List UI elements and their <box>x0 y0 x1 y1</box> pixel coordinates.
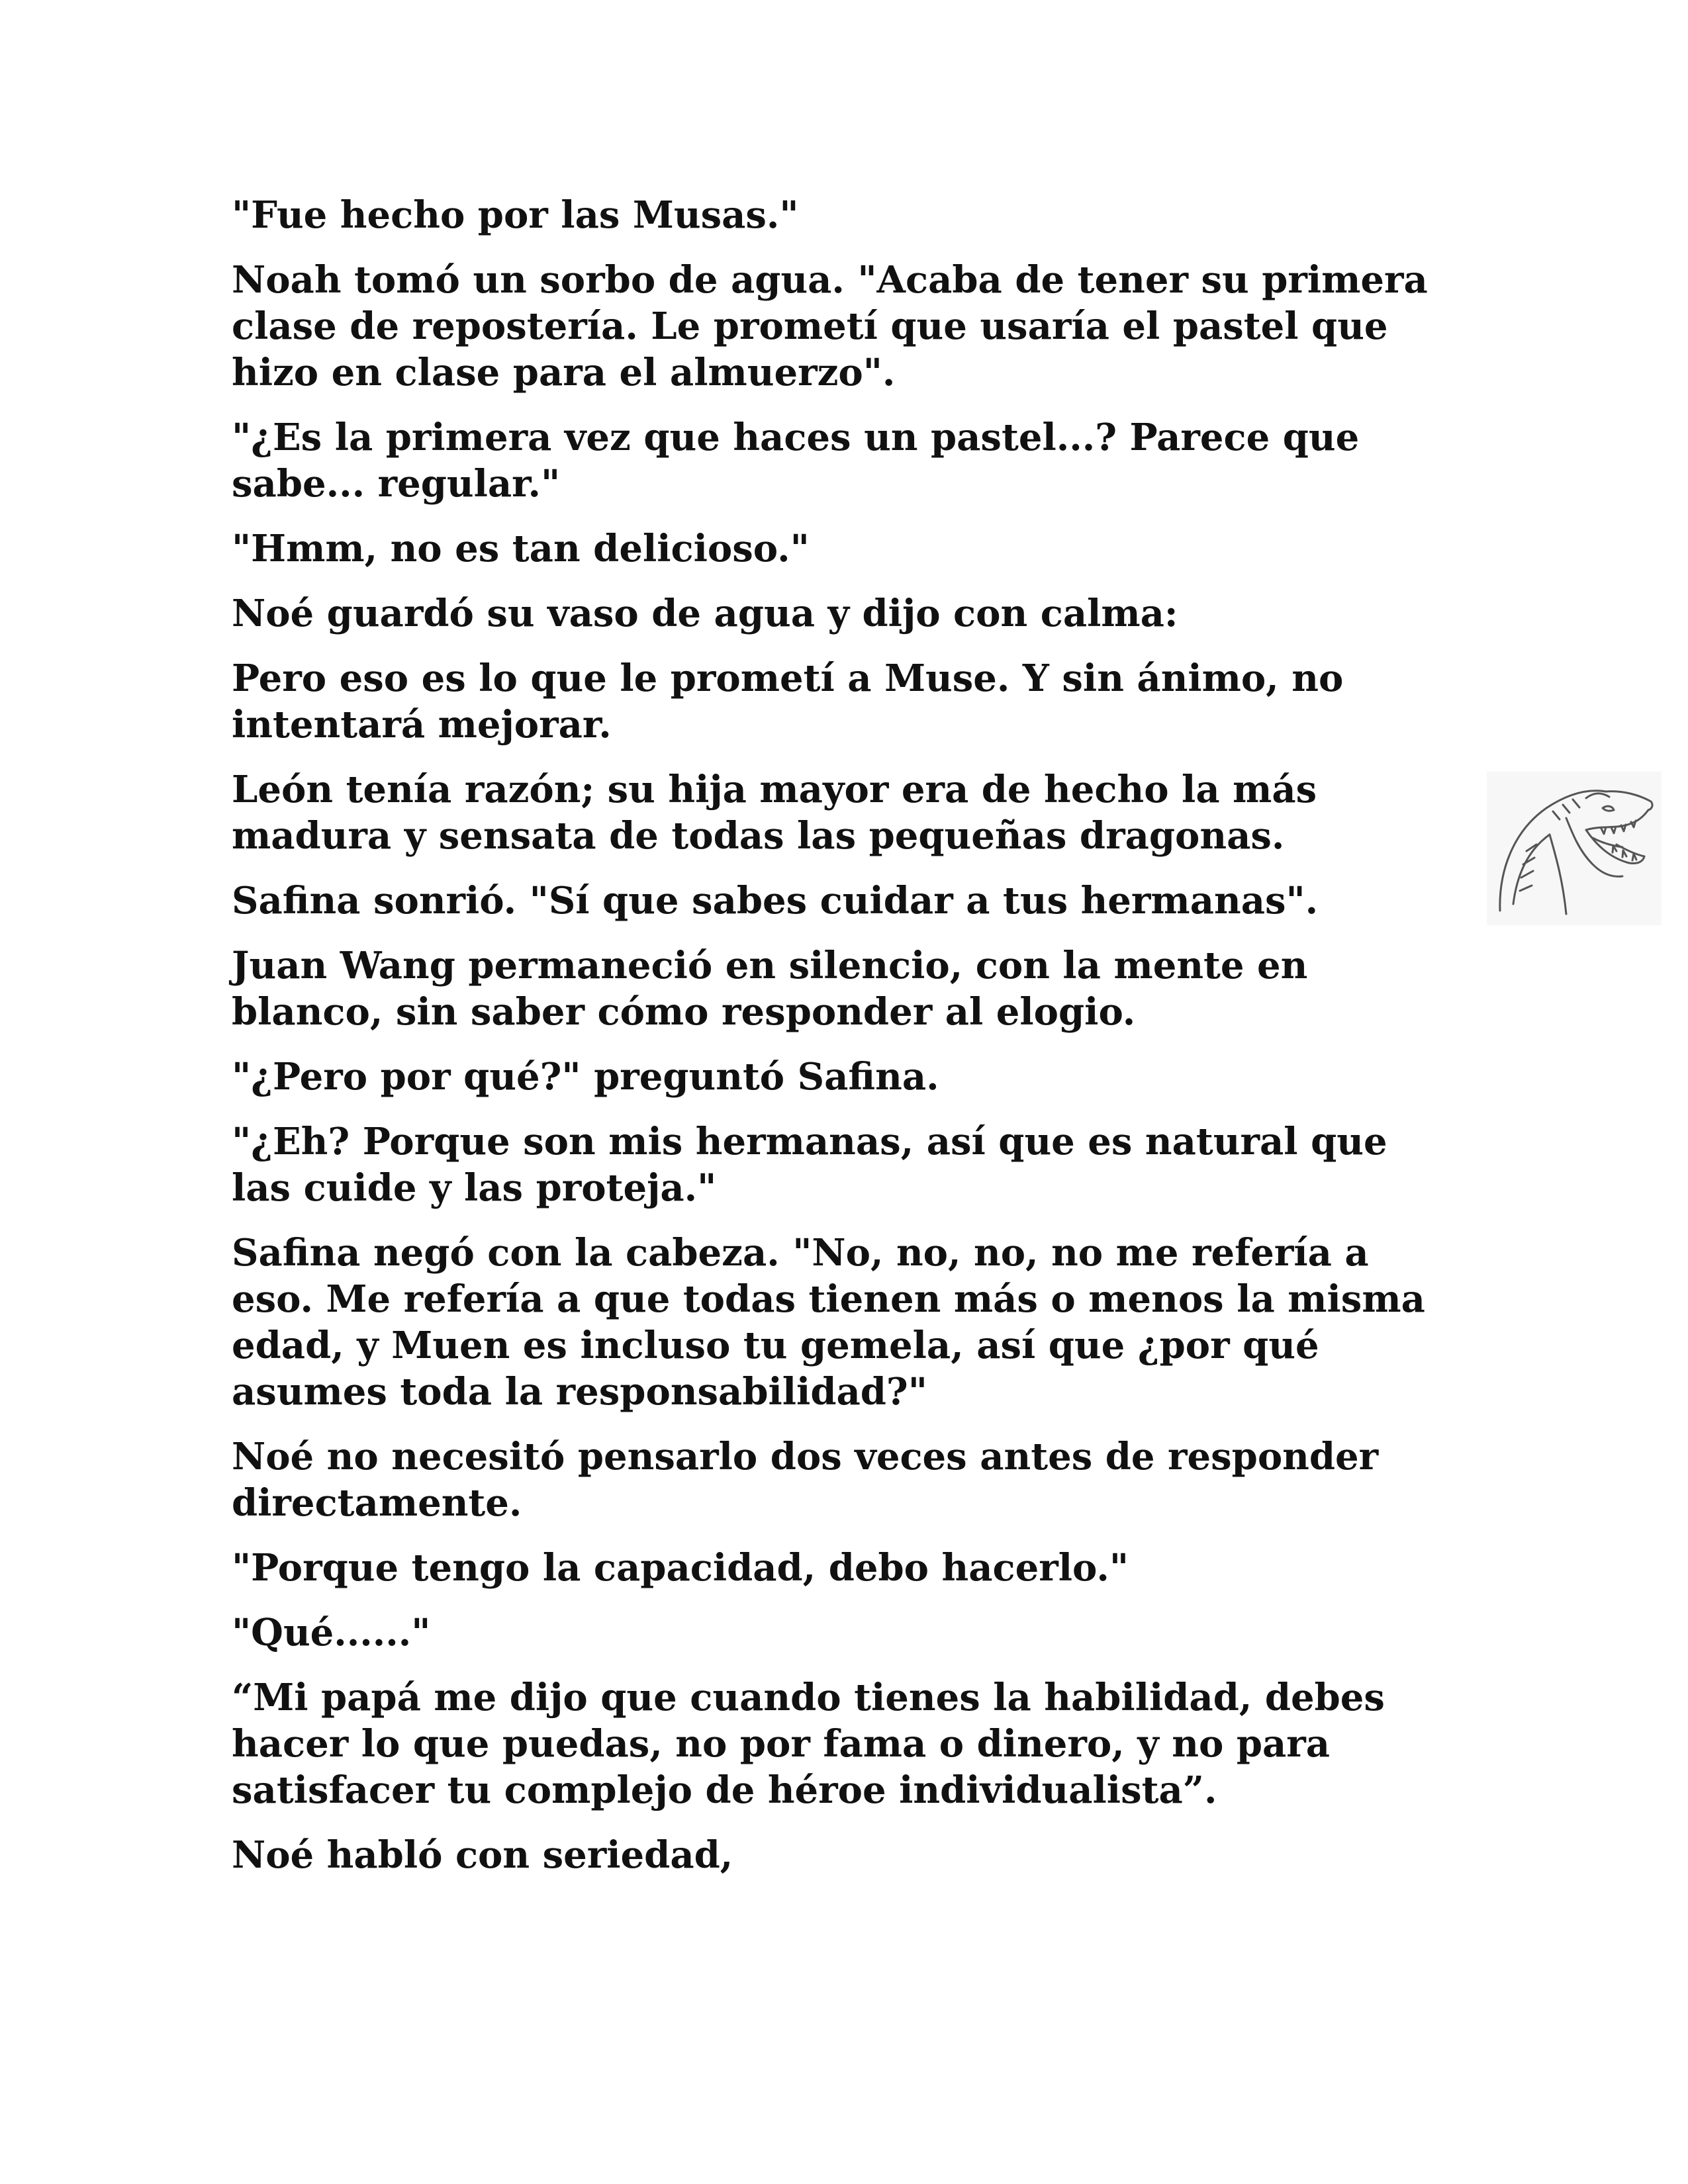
paragraph: Noé guardó su vaso de agua y dijo con calma: <box>232 592 1178 635</box>
paragraph: "Fue hecho por las Musas." <box>232 193 799 237</box>
paragraph: "Porque tengo la capacidad, debo hacerlo." <box>232 1546 1129 1590</box>
dragon-head-sketch-icon <box>1487 772 1662 925</box>
paragraph: León tenía razón; su hija mayor era de hecho la más madura y sensata de todas las pequeñas dragonas. <box>232 768 1317 858</box>
paragraph: Pero eso es lo que le prometí a Muse. Y sin ánimo, no intentará mejorar. <box>232 657 1344 747</box>
paragraph: Safina negó con la cabeza. "No, no, no, no me refería a eso. Me refería a que todas tienen más o menos la misma edad, y Muen es incluso tu gemela, así que ¿por qué asumes toda la responsabilidad?" <box>232 1231 1425 1414</box>
paragraph: "Hmm, no es tan delicioso." <box>232 527 810 570</box>
paragraph: Noé habló con seriedad, <box>232 1833 733 1877</box>
paragraph: Safina sonrió. "Sí que sabes cuidar a tus hermanas". <box>232 879 1319 923</box>
paragraph: "Qué......" <box>232 1611 431 1655</box>
paragraph: "¿Eh? Porque son mis hermanas, así que es natural que las cuide y las proteja." <box>232 1120 1387 1210</box>
paragraph: "¿Es la primera vez que haces un pastel...? Parece que sabe... regular." <box>232 416 1360 506</box>
paragraph: Noé no necesitó pensarlo dos veces antes de responder directamente. <box>232 1435 1379 1525</box>
paragraph: Noah tomó un sorbo de agua. "Acaba de tener su primera clase de repostería. Le prometí que usaría el pastel que hizo en clase para el almuerzo". <box>232 258 1428 394</box>
paragraph: "¿Pero por qué?" preguntó Safina. <box>232 1055 939 1099</box>
paragraph: Juan Wang permaneció en silencio, con la mente en blanco, sin saber cómo responder al elogio. <box>232 944 1308 1034</box>
body-text <box>232 192 1456 1897</box>
paragraph: “Mi papá me dijo que cuando tienes la habilidad, debes hacer lo que puedas, no por fama o dinero, y no para satisfacer tu complejo de héroe individualista”. <box>232 1676 1385 1812</box>
